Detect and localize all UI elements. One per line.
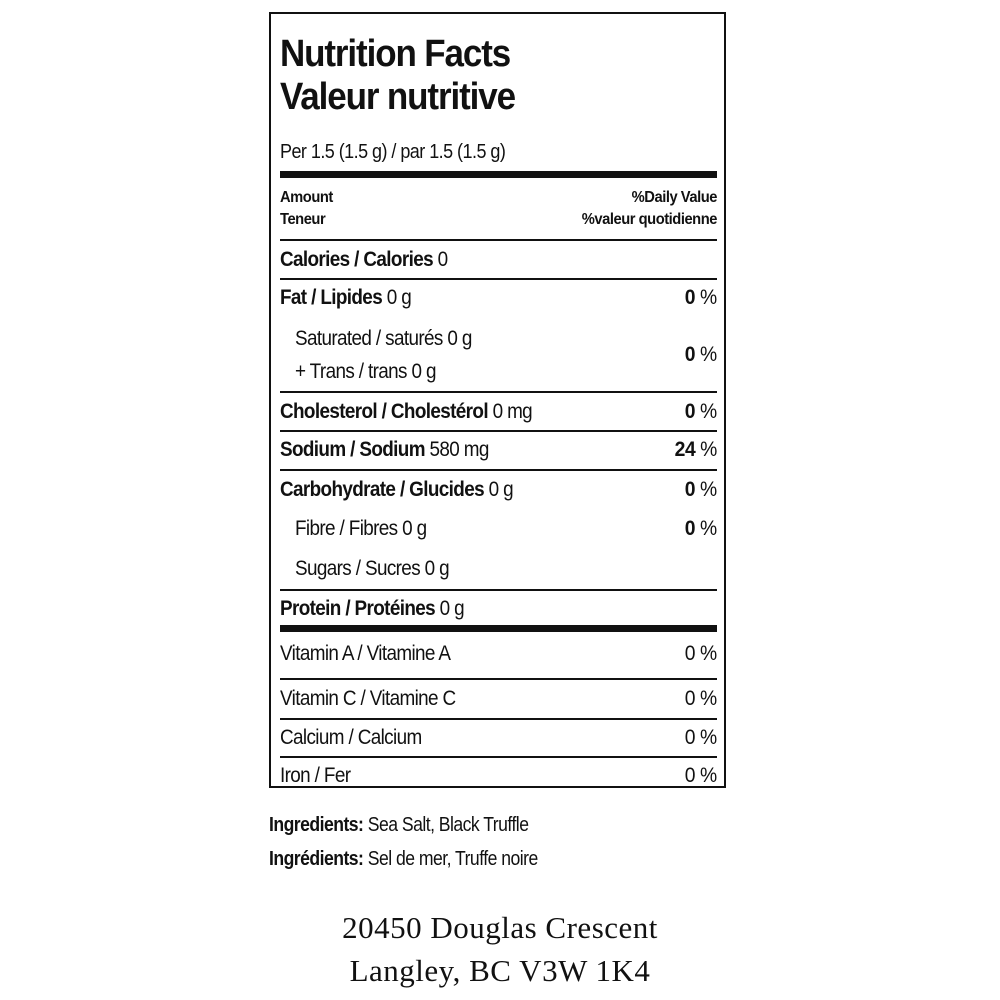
carbohydrate-value: 0 g [488,478,513,501]
ingredients-english [269,814,528,837]
divider [280,469,717,471]
daily-value-en: %Daily Value [631,189,717,206]
address-line-2: Langley, BC V3W 1K4 [349,953,651,988]
calories-label: Calories / Calories [280,248,433,271]
sodium-dv-unit: % [700,438,717,461]
carbohydrate-dv-unit: % [700,478,717,501]
fibre-dv: 0 [685,517,696,540]
sat-trans-dv: 0 [685,343,696,366]
divider-thick [280,625,717,632]
amount-fr: Teneur [280,211,326,228]
vitamin-c-row [280,681,717,717]
vitamin-c-label: Vitamin C / Vitamine C [280,687,456,710]
iron-label: Iron / Fer [280,764,351,787]
fibre-value: 0 g [402,517,427,540]
protein-value: 0 g [439,597,465,620]
protein-label: Protein / Protéines [280,597,436,620]
calories-row [280,242,717,278]
daily-value-fr: %valeur quotidienne [581,211,717,228]
trans-label: + Trans / trans [295,359,407,383]
sugars-value: 0 g [424,557,450,580]
fat-row [280,280,717,316]
sugars-row [280,551,717,587]
cholesterol-row [280,394,717,430]
title-english: Nutrition Facts [280,33,511,75]
iron-row [280,758,717,794]
address-line-1: 20450 Douglas Crescent [342,910,658,945]
fibre-label: Fibre / Fibres [295,517,398,540]
vitamin-a-label: Vitamin A / Vitamine A [280,642,451,665]
sodium-row [280,432,717,468]
ingredients-french [269,848,538,871]
ingredients-en-text: Sea Salt, Black Truffle [367,814,529,836]
trans-value: 0 g [411,359,436,383]
cholesterol-dv: 0 [685,400,696,423]
carbohydrate-row [280,472,717,508]
cholesterol-value: 0 mg [492,400,533,423]
carbohydrate-dv: 0 [685,478,696,501]
protein-row [280,591,717,627]
calcium-row [280,720,717,756]
amount-header [280,187,333,231]
amount-en: Amount [280,189,333,206]
calcium-dv: 0 % [685,726,717,749]
sugars-label: Sugars / Sucres [295,557,421,580]
vitamin-c-dv: 0 % [685,687,717,710]
ingredients-fr-label: Ingrédients: [269,848,364,870]
saturated-value: 0 g [447,326,472,350]
sodium-value: 580 mg [429,438,489,461]
carbohydrate-label: Carbohydrate / Glucides [280,478,484,501]
cholesterol-label: Cholesterol / Cholestérol [280,400,488,423]
divider [280,678,717,680]
fibre-row [280,511,717,547]
divider [280,391,717,393]
sodium-dv: 24 [674,438,696,461]
ingredients-en-label: Ingredients: [269,814,364,836]
divider [280,239,717,241]
ingredients-fr-text: Sel de mer, Truffe noire [367,848,538,870]
saturated-trans-row [280,320,717,390]
vitamin-a-row [280,636,717,672]
cholesterol-dv-unit: % [700,400,717,423]
daily-value-header [582,187,717,231]
divider-thick [280,171,717,178]
calcium-label: Calcium / Calcium [280,726,422,749]
sat-trans-dv-unit: % [700,343,717,366]
iron-dv: 0 % [685,764,717,787]
calories-value: 0 [437,248,448,271]
fat-dv-unit: % [700,286,717,309]
nutrition-facts-panel [269,12,726,788]
vitamin-a-dv: 0 % [685,642,717,665]
fat-label: Fat / Lipides [280,286,383,309]
fat-value: 0 g [386,286,412,309]
fat-dv: 0 [685,286,696,309]
saturated-label: Saturated / saturés [295,326,443,350]
title-french: Valeur nutritive [280,76,515,118]
serving-size: Per 1.5 (1.5 g) / par 1.5 (1.5 g) [280,141,506,163]
sodium-label: Sodium / Sodium [280,438,425,461]
fibre-dv-unit: % [700,517,717,540]
